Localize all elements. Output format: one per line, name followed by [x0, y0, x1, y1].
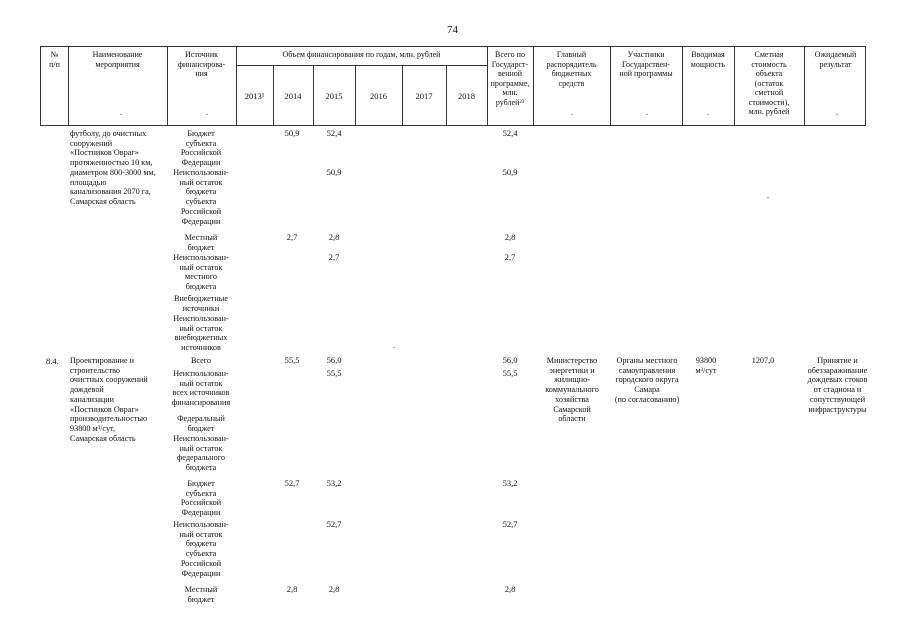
- year-2014: 2014: [284, 91, 302, 101]
- year-2018: 2018: [458, 91, 475, 101]
- header-total: Всего по Государст- венной программе, млн. рублей²³: [490, 50, 530, 107]
- source-cell: Неиспользован- ный остаток местного бюджета: [173, 253, 229, 292]
- source-cell: Местный бюджет: [184, 585, 218, 604]
- item-cost: 1207,0: [751, 356, 775, 365]
- value-2015: 2,7: [328, 252, 340, 262]
- continued-item-name: футболу, до очистных сооружений «Постников Овраг» протяженностью 10 км, диаметром 800-3000 мм, площадью канализования 2070 га, Самарская область: [70, 129, 156, 206]
- value-total: 2,7: [504, 252, 516, 262]
- value-2014: 2,8: [286, 584, 298, 594]
- header-source: Источник финансирова- ния: [177, 50, 226, 78]
- value-2014: 55,5: [284, 355, 300, 365]
- header-manager: Главный распорядитель бюджетных средств: [546, 50, 597, 88]
- scan-dot: .: [646, 108, 648, 117]
- value-2015: 52,7: [326, 519, 342, 529]
- value-2015: 50,9: [326, 167, 342, 177]
- scan-dot: .: [393, 341, 395, 350]
- source-cell: Неиспользован- ный остаток внебюджетных источников: [173, 314, 229, 353]
- value-total: 50,9: [502, 167, 518, 177]
- source-cell: Неиспользован- ный остаток федерального бюджета: [173, 434, 229, 473]
- source-cell: Местный бюджет: [184, 233, 218, 252]
- year-2013: 2013¹: [244, 91, 265, 101]
- scan-dot: .: [571, 108, 573, 117]
- page-number: 74: [447, 24, 458, 36]
- value-2014: 50,9: [284, 128, 300, 138]
- header-cost: Сметная стоимость объекта (остаток сметной стоимости), млн. рублей: [748, 50, 790, 116]
- scan-dot: .: [206, 108, 208, 117]
- scan-dot: .: [120, 108, 122, 117]
- item-name: Проектирование и строительство очистных сооружений дождевой канализации «Постников Овраг» производительностью 93800 м³/сут, Самарская область: [70, 356, 148, 443]
- year-2016: 2016: [370, 91, 387, 101]
- value-2015: 55,5: [326, 368, 342, 378]
- header-capacity: Вводимая мощность: [690, 50, 726, 69]
- value-total: 2,8: [504, 584, 516, 594]
- value-2014: 2,7: [286, 232, 298, 242]
- year-2017: 2017: [415, 91, 433, 101]
- source-cell: Всего: [190, 356, 212, 365]
- source-cell: Неиспользован- ный остаток всех источников финансирования: [171, 369, 231, 408]
- value-total: 55,5: [502, 368, 518, 378]
- value-total: 56,0: [502, 355, 518, 365]
- value-total: 52,7: [502, 519, 518, 529]
- header-number: № п/п: [49, 50, 60, 69]
- value-2015: 53,2: [326, 478, 342, 488]
- source-cell: Неиспользован- ный остаток бюджета субъекта Российской Федерации: [173, 168, 229, 226]
- value-2015: 52,4: [326, 128, 342, 138]
- source-cell: Внебюджетные источники: [174, 294, 228, 313]
- value-total: 2,8: [504, 232, 516, 242]
- header-result: Ожидаемый результат: [814, 50, 857, 69]
- value-2014: 52,7: [284, 478, 300, 488]
- table-header: [40, 46, 866, 126]
- header-volume: Объем финансирования по годам, млн. рублей: [282, 50, 441, 59]
- value-2015: 2,8: [328, 584, 340, 594]
- item-participants: Органы местного самоуправления городского округа Самара (по согласованию): [614, 356, 680, 404]
- item-manager: Министерство энергетики и жилищно- коммунального хозяйства Самарской области: [545, 356, 599, 424]
- item-number: 8.4.: [46, 356, 59, 366]
- source-cell: Бюджет субъекта Российской Федерации: [180, 479, 222, 518]
- value-total: 53,2: [502, 478, 518, 488]
- source-cell: Бюджет субъекта Российской Федерации: [180, 129, 222, 168]
- row-divider: [236, 65, 487, 66]
- header-name: Наименование мероприятия: [92, 50, 143, 69]
- value-2015: 56,0: [326, 355, 342, 365]
- source-cell: Федеральный бюджет: [177, 414, 225, 433]
- year-2015: 2015: [325, 91, 343, 101]
- value-total: 52,4: [502, 128, 518, 138]
- header-participants: Участники Государствен- ной программы: [619, 50, 673, 78]
- item-capacity: 93800 м³/сут: [695, 356, 717, 375]
- value-2015: 2,8: [328, 232, 340, 242]
- scan-dot: .: [836, 108, 838, 117]
- scan-dot: .: [707, 108, 709, 117]
- scan-dot: .: [767, 191, 769, 200]
- source-cell: Неиспользован- ный остаток бюджета субъекта Российской Федерации: [173, 520, 229, 578]
- item-result: Принятие и обеззараживание дождевых стоков от стадиона и сопутствующей инфраструктуры: [807, 356, 868, 414]
